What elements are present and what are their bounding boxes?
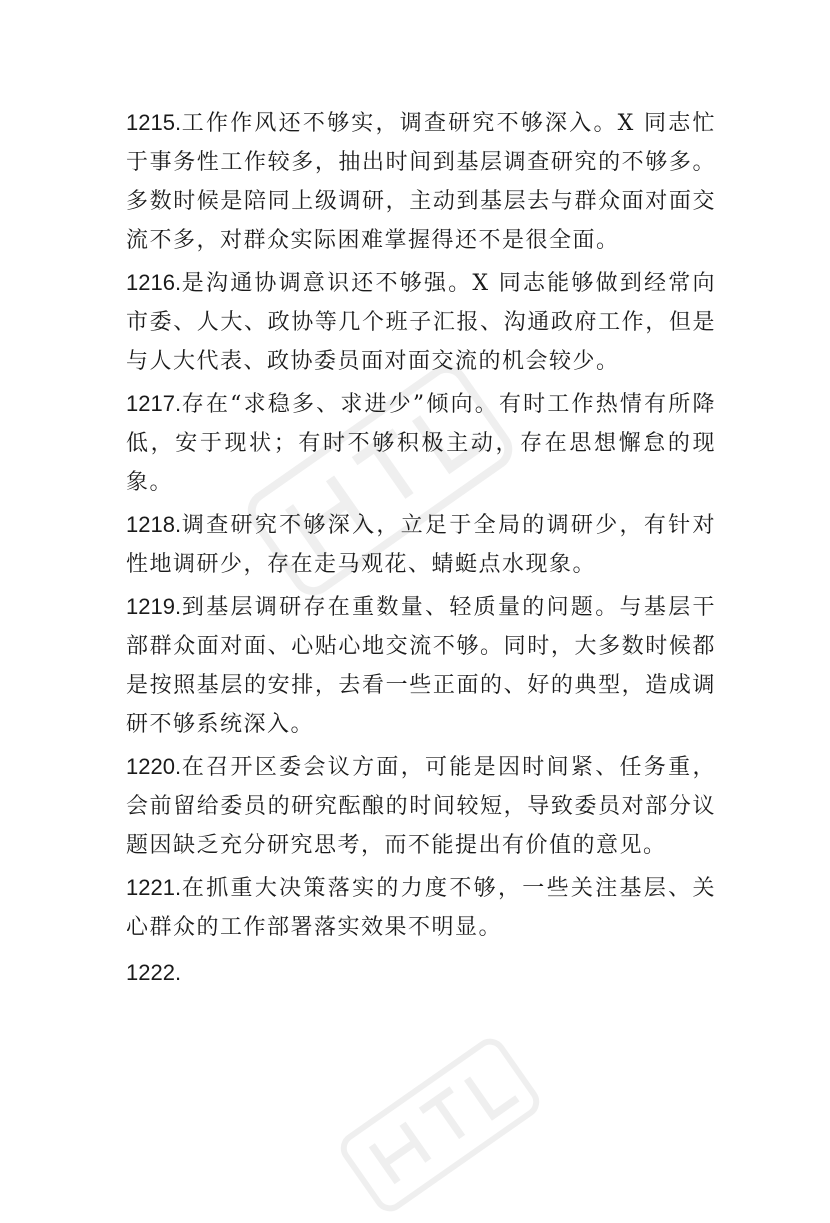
document-body xyxy=(126,103,716,996)
item-text: 存在“求稳多、求进少”倾向。有时工作热情有所降低，安于现状；有时不够积极主动，存在思想懈怠的现象。 xyxy=(126,392,716,495)
item-text: 工作作风还不够实，调查研究不够深入。X 同志忙于事务性工作较多，抽出时间到基层调查研究的不够多。多数时候是陪同上级调研，主动到基层去与群众面对面交流不多，对群众实际困难掌握得还不是很全面。 xyxy=(126,111,716,253)
item-number: 1220. xyxy=(126,754,182,779)
item-text: 在抓重大决策落实的力度不够，一些关注基层、关心群众的工作部署落实效果不明显。 xyxy=(126,876,716,940)
watermark-logo-bottom xyxy=(332,1031,547,1219)
item-text: 调查研究不够深入，立足于全局的调研少，有针对性地调研少，存在走马观花、蜻蜓点水现象。 xyxy=(126,513,716,577)
paragraph-1218 xyxy=(126,505,716,584)
paragraph-1216 xyxy=(126,263,716,381)
item-number: 1218. xyxy=(126,512,182,537)
paragraph-1215 xyxy=(126,103,716,260)
paragraph-1219 xyxy=(126,587,716,744)
paragraph-1221 xyxy=(126,868,716,947)
item-number: 1216. xyxy=(126,270,182,295)
item-text: 是沟通协调意识还不够强。X 同志能够做到经常向市委、人大、政协等几个班子汇报、沟通政府工作，但是与人大代表、政协委员面对面交流的机会较少。 xyxy=(126,271,716,374)
item-number: 1215. xyxy=(126,110,182,135)
paragraph-1217 xyxy=(126,384,716,502)
item-number: 1222. xyxy=(126,960,182,985)
paragraph-1220 xyxy=(126,747,716,865)
item-text: 到基层调研存在重数量、轻质量的问题。与基层干部群众面对面、心贴心地交流不够。同时，大多数时候都是按照基层的安排，去看一些正面的、好的典型，造成调研不够系统深入。 xyxy=(126,595,716,737)
item-number: 1217. xyxy=(126,391,182,416)
item-number: 1219. xyxy=(126,594,182,619)
item-number: 1221. xyxy=(126,875,182,900)
item-text: 在召开区委会议方面，可能是因时间紧、任务重，会前留给委员的研究酝酿的时间较短，导致委员对部分议题因缺乏充分研究思考，而不能提出有价值的意见。 xyxy=(126,755,716,858)
paragraph-1222 xyxy=(126,953,716,993)
